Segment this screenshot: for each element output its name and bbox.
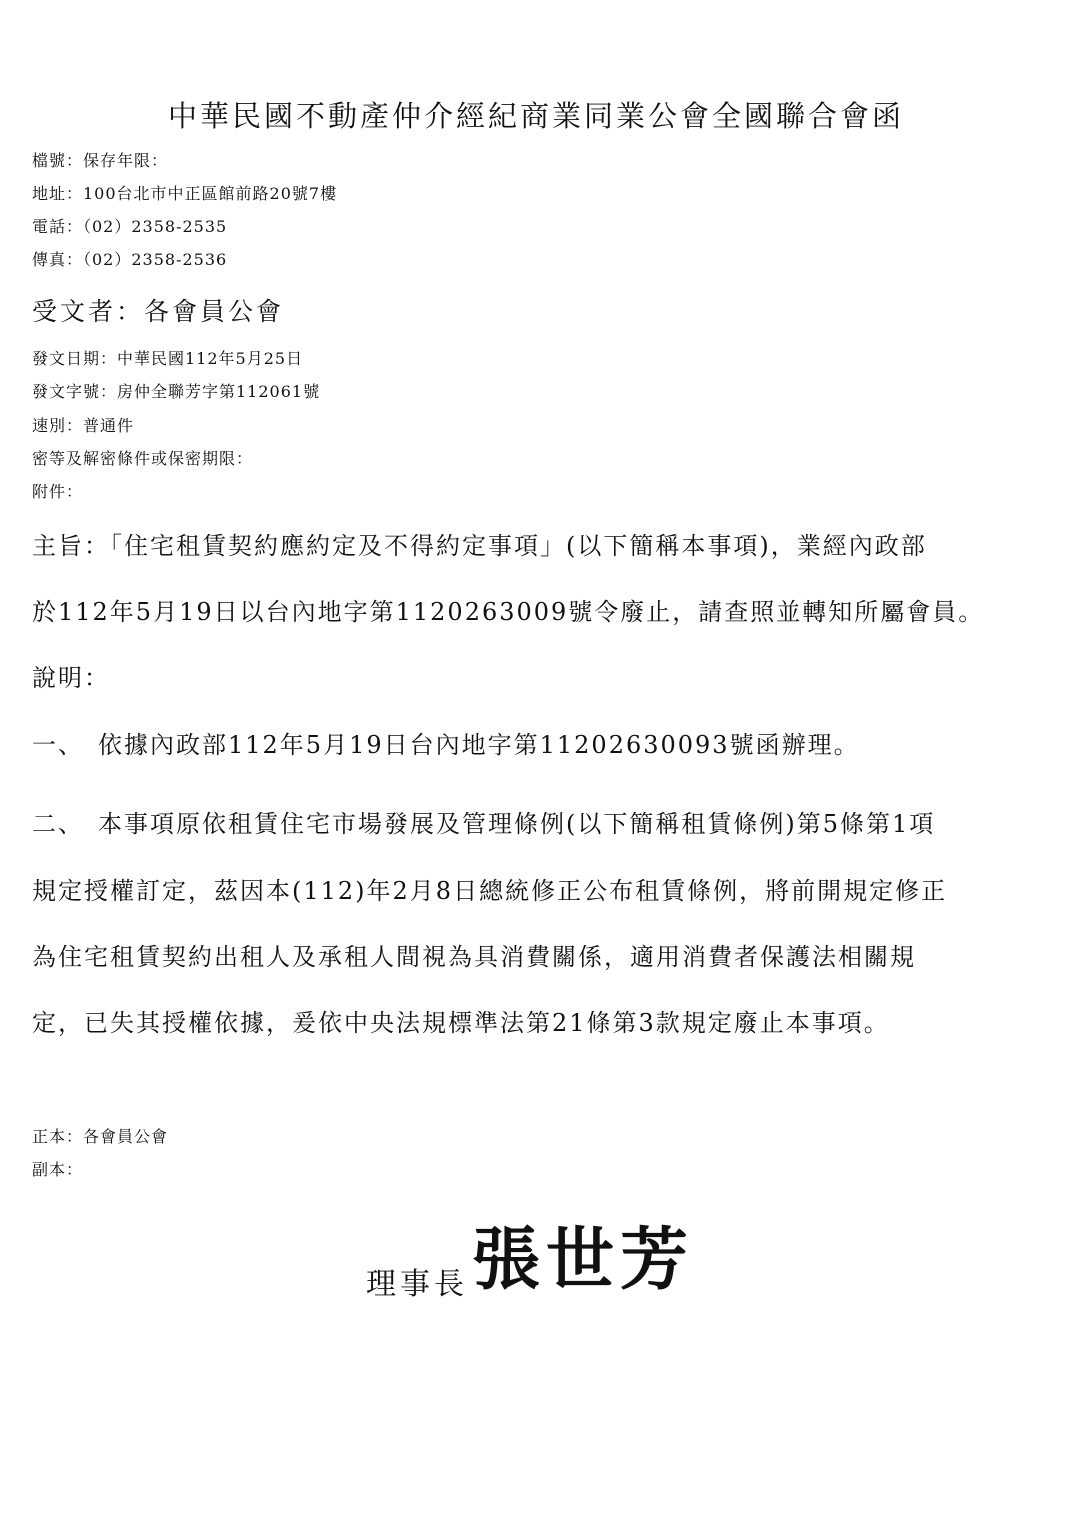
document-title: 中華民國不動產仲介經紀商業同業公會全國聯合會函 [167, 99, 904, 133]
file-number: 檔號：保存年限： [32, 151, 169, 170]
explanation-item-2-line-2: 規定授權訂定，茲因本(112)年2月8日總統修正公布租賃條例，將前開規定修正 [32, 877, 948, 905]
reference-number: 發文字號：房仲全聯芳字第112061號 [32, 382, 321, 401]
attachment: 附件： [32, 482, 84, 501]
original-recipients: 正本：各會員公會 [32, 1127, 169, 1146]
address: 地址：100台北市中正區館前路20號7樓 [32, 184, 338, 203]
secrecy-level: 密等及解密條件或保密期限： [32, 449, 254, 468]
phone: 電話：（02）2358-2535 [32, 217, 228, 236]
explanation-item-2-line-3: 為住宅租賃契約出租人及承租人間視為具消費關係，適用消費者保護法相關規 [32, 943, 916, 971]
explanation-item-2-line-1: 二、 本事項原依租賃住宅市場發展及管理條例(以下簡稱租賃條例)第5條第1項 [32, 810, 936, 838]
subject-line-2: 於112年5月19日以台內地字第1120263009號令廢止，請查照並轉知所屬會員。 [32, 598, 985, 626]
issue-date: 發文日期：中華民國112年5月25日 [32, 349, 304, 368]
explanation-item-2-line-4: 定，已失其授權依據，爰依中央法規標準法第21條第3款規定廢止本事項。 [32, 1009, 890, 1037]
subject-line-1: 主旨：「住宅租賃契約應約定及不得約定事項」(以下簡稱本事項)，業經內政部 [32, 532, 927, 560]
signatory-title: 理事長 [366, 1267, 468, 1302]
explanation-item-1: 一、 依據內政部112年5月19日台內地字第11202630093號函辦理。 [32, 731, 860, 759]
fax: 傳真：（02）2358-2536 [32, 250, 228, 269]
recipient: 受文者：各會員公會 [32, 297, 285, 326]
explanation-heading: 說明： [32, 664, 110, 692]
delivery-speed: 速別：普通件 [32, 416, 135, 435]
signatory-name: 張世芳 [472, 1220, 695, 1300]
copy-recipients: 副本： [32, 1160, 84, 1179]
signature-block [366, 1206, 694, 1303]
